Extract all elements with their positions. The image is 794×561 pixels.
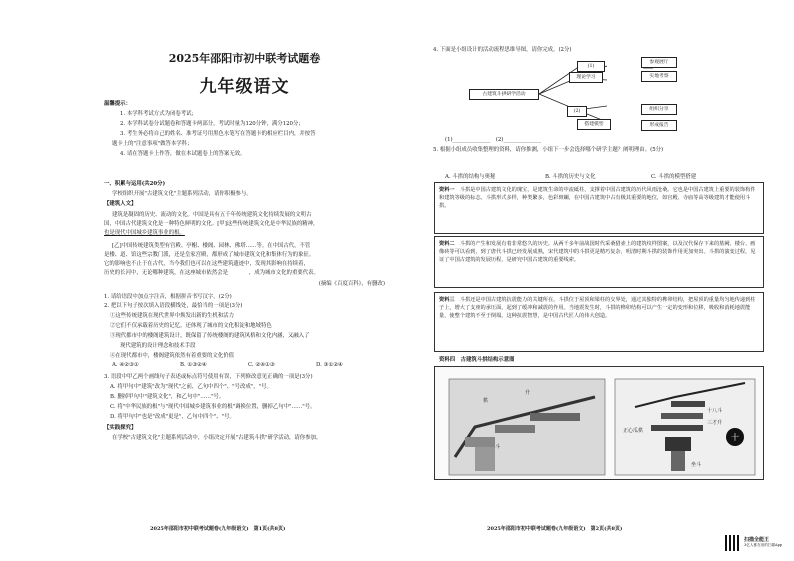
paragraph-line: 建筑是凝固的历史、流动的文化。中国是具有五千年传统建筑文化持续发展的文明古 — [112, 212, 312, 218]
question-3: 3. 语段中甲乙两个画线句子表述或标点符号使用有误，下列修改意见正确的一项是(3分) — [104, 374, 313, 380]
q3-option-b: B. 删掉甲句中"建筑文化"，和乙句中"……"号。 — [110, 394, 225, 400]
q2-item: ①这些传统建筑在现代世界中焕发出新的生机和活力 — [110, 313, 234, 319]
subject-title: 九年级语文 — [199, 77, 290, 97]
mind-node-blank-1: (1) — [577, 61, 605, 72]
paragraph-line: 它的影响也不止于在古代，当今我们也可以在这些建筑遗迹中，发现其影响在持续着， — [104, 261, 309, 267]
q4-answer-blanks: (1)______________ (2)______________ — [445, 137, 542, 143]
diagram-label: 正心瓜栱 — [623, 428, 644, 434]
exam-title: 2025年邵阳市初中联考试题卷 — [168, 52, 321, 65]
material-1-label: 资料一 — [439, 187, 455, 193]
diagram-label: 升 — [525, 390, 531, 396]
section-heading: 一、积累与运用(共20分) — [104, 181, 166, 187]
paragraph-line: 是楼、道、馆这些宗教门派，还是皇家宫殿，都形成了城市建筑文化和集体行为的象征。 — [104, 252, 315, 258]
mind-node: 参观展厅 — [641, 57, 677, 68]
paragraph-line: [乙]中国传统建筑类型有宫殿、亭榭、楼阁、园林、佛塔……等。在中国古代，不管 — [112, 243, 311, 249]
notice-line: 3. 考生务必将自己的姓名、准考证号用黑色水笔写在答题卡的相应栏目内，并按答 — [120, 131, 316, 137]
page-footer: 2025年邵阳市初中联考试题卷(九年级语文) 第2页(共8页) — [487, 526, 623, 532]
scanner-subtitle: 3亿人都在用的扫描App — [744, 543, 783, 547]
question-1: 1. 请给语段中加点字注音，根据拼音书写汉字。(2分) — [104, 294, 232, 300]
mind-node: 实地考察 — [641, 71, 677, 82]
notice-line: 1. 本学科考试方式为闭卷考试； — [120, 111, 197, 117]
q2-option-b: B. ①③②④ — [180, 362, 207, 368]
mind-node: 形成报告 — [641, 120, 677, 131]
material-2-text: 斗拱的产生和发展有着非常悠久的历史。从两千多年前战国时代采桑猎壶上的建筑纹样图案，以及汉代保存下来的墓阙、楼台、画像砖等可以看到，到了唐代斗拱已经发展成熟，宋代建筑中的斗拱更是精巧复杂，明清时期斗拱的装饰作用更加突出。斗拱的演变过程，见证了中国古建筑的发展历程，是研究中国古建筑的重要线索。 — [439, 241, 756, 264]
diagram-label: 三才升 — [707, 420, 723, 426]
scanner-name: 扫描全能王 — [744, 537, 770, 543]
paragraph-line: 历史的长河中，无论哪种建筑，在这座城市依然会是ㅤㅤㅤㅤ，成为城市文化的重要代表。 — [104, 270, 319, 276]
material-2 — [434, 236, 764, 288]
notice-line: 4. 请在答题卡上作答，做在本试题卷上的答案无效。 — [120, 151, 246, 157]
diagram-label: 坐斗 — [691, 462, 702, 468]
source-note: (摘编《百度百科》，有删改) — [318, 281, 385, 287]
notice-line: 题卡上的"注意事项"做答本学科； — [112, 141, 193, 147]
material-3-text: 斗拱还是中国古建筑抗震能力的关键所在。斗拱位于屋顶和梁柱的交界处，通过其独特的榫卯结构，把屋顶的重量均匀地传递到柱子上，增大了支座的承压面，起到了缓冲和减震的作用。当地震发生时，斗拱的榫卯结构可以产生一定的变形和位移，吸收和消耗地震能量，使整个建筑不至于倒塌。这种抗震智慧，是中国古代匠人的伟大创造。 — [439, 297, 756, 320]
mind-center-node: 古建筑斗拱研学活动 — [469, 89, 539, 100]
material-1-text: 斗拱是中国古建筑文化的瑰宝，是建筑生命的中流砥柱，支撑着中国古建筑的历代风雨沧桑。它也是中国古建筑上重要的装饰构件和建筑等级的标志。斗拱形式多样，种类繁多，色彩斑斓，在中国古建筑中占有极其重要的地位，如宫殿、寺庙等高等级建筑才能使用斗拱。 — [439, 187, 756, 210]
paragraph-line: 也是现代中国城乡建筑事业的根。 — [104, 230, 185, 236]
material-3-label: 资料三 — [439, 297, 455, 303]
question-4: 4. 下面是小组设计的活动流程思维导图，请你完成。(2分) — [433, 47, 572, 53]
diagram-label: 栱 — [483, 398, 489, 404]
exam-page-2 — [397, 0, 794, 561]
q5-option-c: C. 斗拱的模型搭建 — [651, 174, 697, 180]
mind-node-blank-2: (2) — [567, 106, 587, 117]
q3-option-a: A. 将甲句中"建筑"改为"现代"之前，乙句中四个"、"号改成"，"号。 — [110, 384, 272, 390]
q2-item: ②它们不仅承载着历史的记忆，还体现了城市的文化积淀和地域特色 — [110, 323, 272, 329]
page-footer: 2025年邵阳市初中联考试题卷(九年级语文) 第1页(共8页) — [150, 526, 286, 532]
scanner-watermark — [744, 536, 782, 548]
sub-heading-practice: 【实践探究】 — [104, 425, 137, 431]
material-3 — [434, 292, 764, 352]
material-2-label: 资料二 — [439, 241, 455, 247]
q5-option-b: B. 斗拱的历史与文化 — [545, 174, 596, 180]
q2-item: 现代建筑的设计理念和技术手段 — [120, 343, 196, 349]
sub-heading-culture: 【建筑人文】 — [104, 201, 137, 207]
scanner-qr-icon — [725, 535, 741, 551]
material-4-label: 资料四 古建筑斗拱结构示意图 — [439, 357, 515, 363]
q2-option-c: C. ②④①③ — [248, 362, 275, 368]
mind-node: 搭建模型 — [577, 119, 611, 130]
practice-intro: 在学校"古建筑文化"主题系列活动中，小组决定开展"古建筑斗拱"研学活动，请你参加。 — [112, 435, 322, 441]
paragraph-line: 国，中国古代建筑文化是一种特色鲜明的文化。[甲]这些传统建筑文化是中华民族的精神， — [104, 221, 319, 227]
notice-heading: 温馨提示： — [104, 101, 131, 107]
question-2: 2. 把以下句子按次填入语段横线处，最恰当的一项是(3分) — [104, 303, 243, 309]
q2-option-a: A. ④②③① — [112, 362, 139, 368]
q3-option-c: C. 将"中华民族的根"与"现代中国城乡建筑事业的根"调换位置，删掉乙句中"……"号。 — [110, 404, 316, 410]
q2-option-d: D. ③①②④ — [316, 362, 343, 368]
q5-option-a: A. 斗拱的结构与奥秘 — [445, 174, 496, 180]
section-intro: 学校组织开展"古建筑文化"主题系列活动，请你积极参与。 — [112, 191, 252, 197]
q2-item: ③现代都市中的楼阁建筑设计，既保留了传统楼阁的建筑风格和文化内涵，又融入了 — [110, 333, 310, 339]
question-5: 5. 根据小组成员收集整理的资料，请你推测，小组下一步会选择哪个研学主题？阐明理由。(5分) — [433, 147, 664, 153]
notice-line: 2. 本学科试卷分试题卷和答题卡两部分，考试时量为120分钟，满分120分； — [120, 121, 304, 127]
mind-node: 组织分享 — [641, 104, 677, 115]
material-1 — [434, 182, 764, 234]
svg-text:十: 十 — [731, 433, 739, 442]
diagram-label: 十八斗 — [707, 408, 723, 414]
diagram-label: 斗 — [495, 444, 501, 450]
q2-item: ④在现代都市中，楼阁建筑依然有着重要的文化价值 — [110, 353, 234, 359]
q3-option-d: D. 将甲句中"也是"改成"更是"，乙句中四个"、"号。 — [110, 414, 235, 420]
dougong-diagram — [434, 366, 764, 480]
mind-node: 理论学习 — [569, 72, 603, 83]
